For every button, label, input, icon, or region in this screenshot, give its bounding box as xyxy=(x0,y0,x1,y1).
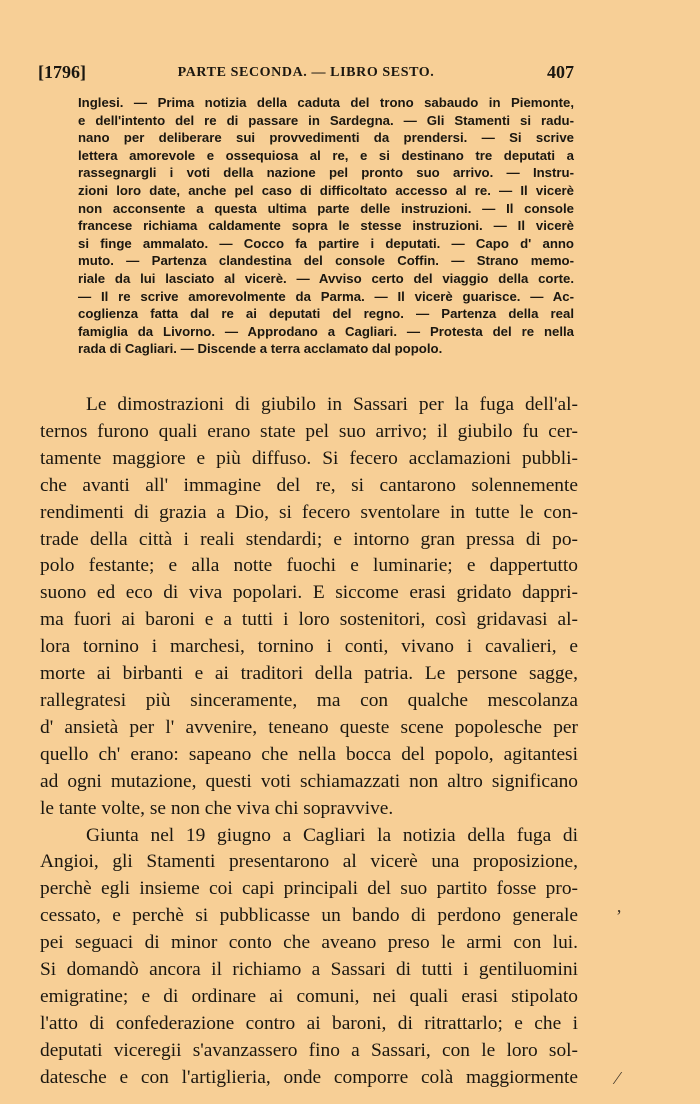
summary-line: zioni loro date, anche pel caso di difficoltato accesso al re. — Il vicerè xyxy=(78,182,574,198)
body-line: ma fuori ai baroni e a tutti i loro sostenitori, così gridavasi al- xyxy=(40,609,578,631)
body-line: d' ansietà per l' avvenire, teneano queste scene popolesche per xyxy=(40,716,578,738)
body-line: quello ch' erano: sapeano che nella bocca del popolo, agitantesi xyxy=(40,743,578,765)
margin-mark: ⁄ xyxy=(616,1068,620,1088)
body-line: Giunta nel 19 giugno a Cagliari la notizia della fuga di xyxy=(86,824,578,846)
body-line: trade della città i reali stendardi; e intorno gran pressa di po- xyxy=(40,528,578,550)
page-number: 407 xyxy=(547,62,574,82)
body-line: tamente maggiore e più diffuso. Si fecero acclamazioni pubbli- xyxy=(40,447,578,469)
summary-line: rassegnargli i voti della nazione pel pronto suo arrivo. — Instru- xyxy=(78,165,574,181)
body-line: emigratine; e di ordinare ai comuni, nei quali erasi stipolato xyxy=(40,985,578,1007)
body-line: rendimenti di grazia a Dio, si fecero sventolare in tutte le con- xyxy=(40,501,578,523)
body-line: Si domandò ancora il richiamo a Sassari di tutti i gentiluomini xyxy=(40,959,578,981)
body-line: polo festante; e alla notte fuochi e luminarie; e dappertutto xyxy=(40,555,578,577)
summary-line: non acconsente a questa ultima parte delle instruzioni. — Il console xyxy=(78,200,574,216)
body-line: perchè egli insieme coi capi principali del suo partito fosse pro- xyxy=(40,878,578,900)
body-text xyxy=(40,392,578,1092)
body-line: lora tornino i marchesi, tornino i conti, vivano i cavalieri, e xyxy=(40,636,578,658)
header-year: [1796] xyxy=(38,62,86,82)
body-line: pei seguaci di minor conto che aveano preso le armi con lui. xyxy=(40,932,578,954)
summary-line: nano per deliberare sui provvedimenti da prendersi. — Si scrive xyxy=(78,130,574,146)
running-header xyxy=(38,62,574,84)
summary-line: muto. — Partenza clandestina del console Coffin. — Strano memo- xyxy=(78,253,574,269)
body-line: datesche e con l'artiglieria, onde comporre colà maggiormente xyxy=(40,1066,578,1088)
body-line: cessato, e perchè si pubblicasse un bando di perdono generale xyxy=(40,905,578,927)
summary-line: lettera amorevole e ossequiosa al re, e si destinano tre deputati a xyxy=(78,147,574,163)
summary-line: rada di Cagliari. — Discende a terra acclamato dal popolo. xyxy=(78,341,443,357)
body-line: morte ai birbanti e ai traditori della patria. Le persone sagge, xyxy=(40,663,578,685)
summary-line: famiglia da Livorno. — Approdano a Cagliari. — Protesta del re nella xyxy=(78,323,574,339)
header-title: PARTE SECONDA. — LIBRO SESTO. xyxy=(177,65,435,80)
body-line: Le dimostrazioni di giubilo in Sassari per la fuga dell'al- xyxy=(86,394,578,415)
summary-line: riale da lui lasciato al vicerè. — Avviso certo del viaggio della corte. xyxy=(78,270,574,286)
body-line: ternos furono quali erano state pel suo arrivo; il giubilo fu cer- xyxy=(40,420,578,442)
summary-line: francese richiama caldamente sopra le stesse instruzioni. — Il vicerè xyxy=(78,218,574,234)
body-line: deputati viceregii s'avanzassero fino a Sassari, con le loro sol- xyxy=(40,1039,578,1061)
body-line: ad ogni mutazione, questi voti schiamazzati non altro significano xyxy=(40,770,578,792)
summary-line: si finge ammalato. — Cocco fa partire i deputati. — Capo d' anno xyxy=(78,235,574,251)
body-line: suono ed eco di viva popolari. E siccome erasi gridato dappri- xyxy=(40,582,578,604)
body-line: l'atto di confederazione contro ai baroni, di ritrattarlo; e che i xyxy=(40,1012,578,1034)
body-line: che avanti all' immagine del re, si cantarono solennemente xyxy=(40,474,578,496)
summary-line: — Il re scrive amorevolmente da Parma. — Il vicerè guarisce. — Ac- xyxy=(78,288,574,304)
body-line: le tante volte, se non che viva chi sopravvive. xyxy=(40,797,394,819)
margin-mark: ‚ xyxy=(616,896,622,916)
body-line: rallegratesi più sinceramente, ma con qualche mescolanza xyxy=(40,689,578,711)
summary-line: e dell'intento del re di passare in Sardegna. — Gli Stamenti si radu- xyxy=(78,112,574,128)
summary-line: coglienza fatta dal re ai deputati del regno. — Partenza della real xyxy=(78,306,574,322)
summary-line: Inglesi. — Prima notizia della caduta del trono sabaudo in Piemonte, xyxy=(78,95,574,110)
chapter-summary xyxy=(78,94,574,358)
body-line: Angioi, gli Stamenti presentarono al vicerè una proposizione, xyxy=(40,851,578,873)
